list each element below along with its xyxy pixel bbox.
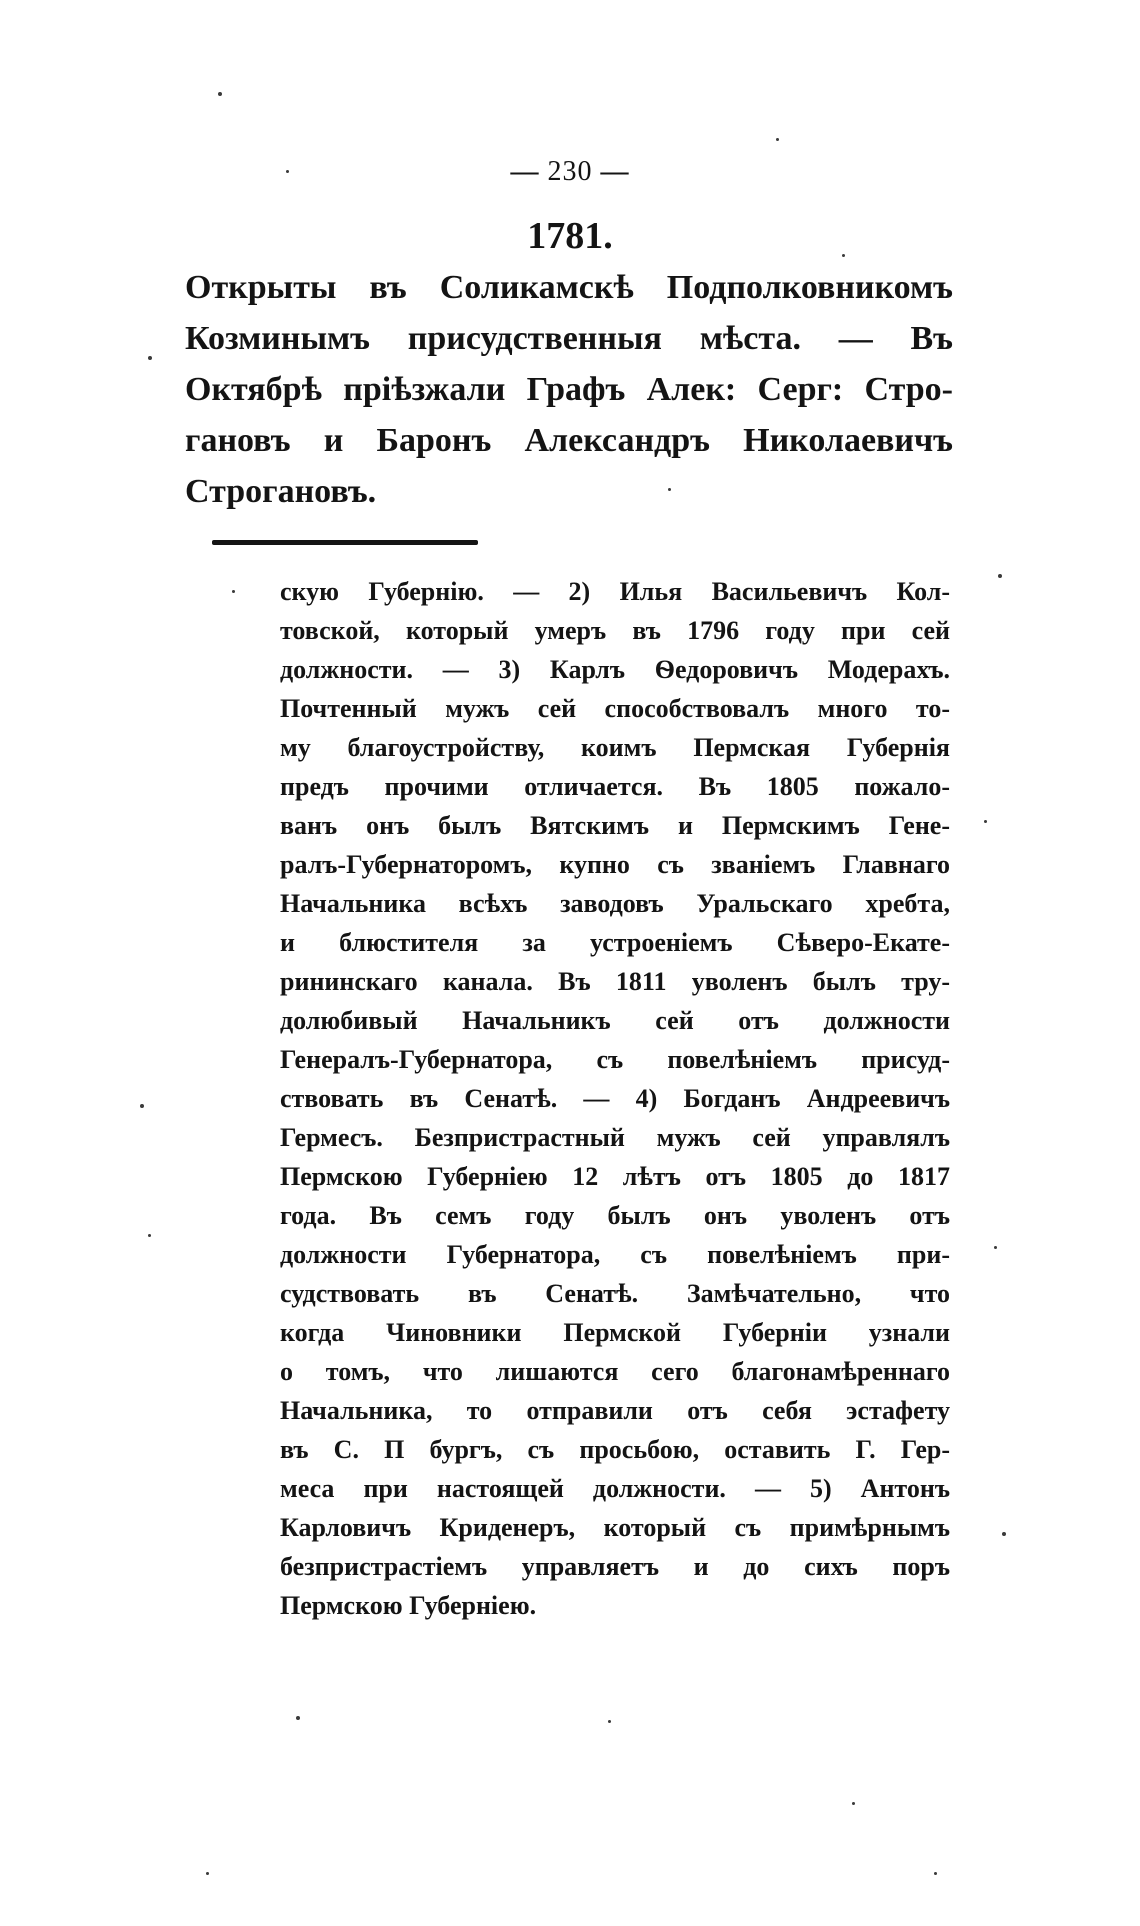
paper-speck: [148, 356, 152, 360]
footnote-line: безпристрастіемъ управляетъ и до сихъ поръ: [280, 1552, 950, 1581]
paper-speck: [1002, 1532, 1006, 1536]
paper-speck: [296, 1716, 300, 1720]
paper-speck: [994, 1246, 997, 1249]
footnote-line: Карловичъ Криденеръ, который съ примѣрнымъ: [280, 1513, 950, 1542]
paper-speck: [286, 170, 289, 173]
page-number: [0, 156, 1140, 188]
paper-speck: [232, 590, 235, 593]
page-number-value: 230: [547, 156, 593, 187]
footnote-line: должности. — 3) Карлъ Ѳедоровичъ Модерахъ.: [280, 655, 950, 684]
paper-speck: [776, 138, 779, 141]
main-line: Козминымъ присудственныя мѣста. — Въ: [185, 320, 953, 357]
paper-speck: [852, 1802, 855, 1805]
year-heading: 1781.: [527, 215, 613, 257]
footnote-line: Начальника, то отправили отъ себя эстафету: [280, 1396, 950, 1425]
footnote-line: въ С. П бургъ, съ просьбою, оставить Г. Гер-: [280, 1435, 950, 1464]
footnote-text: [280, 572, 950, 1625]
footnote-line: когда Чиновники Пермской Губерніи узнали: [280, 1318, 950, 1347]
main-line: Строгановъ.: [185, 473, 377, 510]
footnote-line: и блюстителя за устроеніемъ Сѣверо-Екате-: [280, 928, 950, 957]
paper-speck: [608, 1720, 611, 1723]
footnote-line: товской, который умеръ въ 1796 году при сей: [280, 616, 950, 645]
footnote-line: Генералъ-Губернатора, съ повелѣніемъ присуд-: [280, 1045, 950, 1074]
footnote-line: предъ прочими отличается. Въ 1805 пожало-: [280, 772, 950, 801]
paper-speck: [206, 1872, 209, 1875]
paper-speck: [934, 1872, 937, 1875]
main-line: Открыты въ Соликамскѣ Подполковникомъ: [185, 269, 953, 306]
footnote-line: Пермскою Губерніею 12 лѣтъ отъ 1805 до 1817: [280, 1162, 950, 1191]
main-line: Октябрѣ пріѣзжали Графъ Алек: Серг: Стро-: [185, 371, 953, 408]
footnote-line: судствовать въ Сенатѣ. Замѣчательно, что: [280, 1279, 950, 1308]
paper-speck: [984, 820, 987, 823]
main-line: гановъ и Баронъ Александръ Николаевичъ: [185, 422, 953, 459]
footnote-line: ралъ-Губернаторомъ, купно съ званіемъ Главнаго: [280, 850, 950, 879]
footnote-line: долюбивый Начальникъ сей отъ должности: [280, 1006, 950, 1035]
footnote-line: Гермесъ. Безпристрастный мужъ сей управлялъ: [280, 1123, 950, 1152]
footnote-line: должности Губернатора, съ повелѣніемъ при-: [280, 1240, 950, 1269]
footnote-line: Начальника всѣхъ заводовъ Уральскаго хребта,: [280, 889, 950, 918]
footnote-line: рининскаго канала. Въ 1811 уволенъ былъ тру-: [280, 967, 950, 996]
footnote-line: о томъ, что лишаются сего благонамѣреннаго: [280, 1357, 950, 1386]
footnote-line: скую Губернію. — 2) Илья Васильевичъ Кол-: [280, 577, 950, 606]
paper-speck: [842, 254, 845, 257]
paper-speck: [218, 92, 222, 96]
footnote-line: му благоустройству, коимъ Пермская Губернія: [280, 733, 950, 762]
page-number-dash-right: —: [600, 156, 630, 187]
footnote-separator-rule: [212, 540, 478, 545]
paper-speck: [140, 1104, 144, 1108]
footnote-line: ванъ онъ былъ Вятскимъ и Пермскимъ Гене-: [280, 811, 950, 840]
paper-speck: [148, 1234, 151, 1237]
main-paragraph: [185, 262, 953, 517]
footnote-line: Почтенный мужъ сей способствовалъ много то-: [280, 694, 950, 723]
footnote-line: года. Въ семъ году былъ онъ уволенъ отъ: [280, 1201, 950, 1230]
footnote-line: ствовать въ Сенатѣ. — 4) Богданъ Андреевичъ: [280, 1084, 950, 1113]
paper-speck: [668, 488, 671, 491]
paper-speck: [998, 574, 1002, 578]
footnote-line: Пермскою Губерніею.: [280, 1591, 537, 1620]
page-number-dash-left: —: [510, 156, 540, 187]
footnote-line: меса при настоящей должности. — 5) Антонъ: [280, 1474, 950, 1503]
